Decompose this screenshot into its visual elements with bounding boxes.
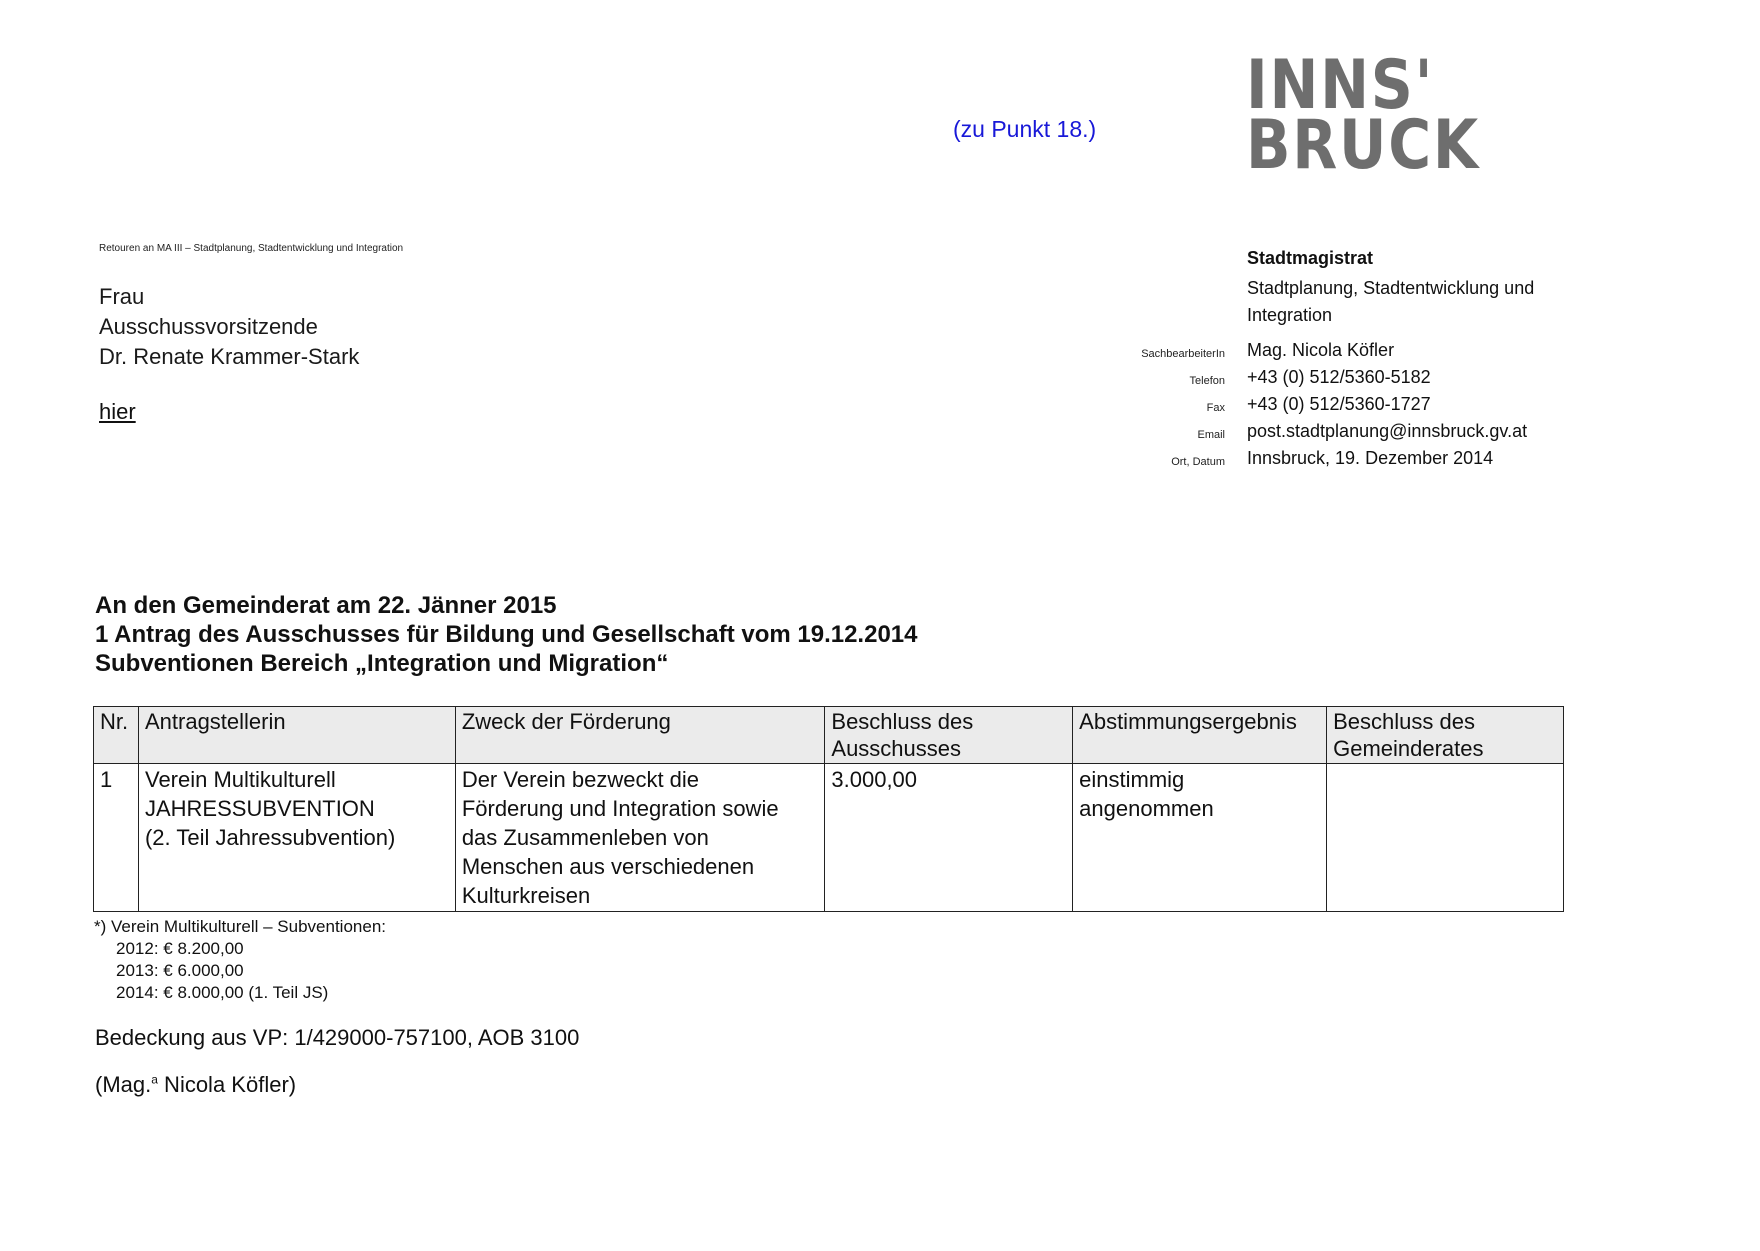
cell-amount: 3.000,00 [825,764,1073,912]
applicant-line: (2. Teil Jahressubvention) [144,825,396,850]
cell-vote [1073,764,1327,912]
cell-nr: 1 [94,764,139,912]
header-committee-line-1: Beschluss des [831,709,974,734]
header-council-line-1: Beschluss des [1333,709,1475,734]
header-council-line-2: Gemeinderates [1333,736,1484,761]
header-committee-decision [825,707,1073,764]
note-line: 2013: € 6.000,00 [116,961,244,980]
signature-sup: a [151,1072,158,1087]
vote-line: angenommen [1079,796,1214,821]
value-email: post.stadtplanung@innsbruck.gv.at [1247,421,1528,441]
label-place-date: Ort, Datum [1171,456,1225,468]
agenda-reference: (zu Punkt 18.) [953,116,1097,142]
purpose-line: Kulturkreisen [461,883,591,908]
purpose-line: das Zusammenleben von [461,825,709,850]
value-place-date: Innsbruck, 19. Dezember 2014 [1247,448,1494,468]
budget-coverage: Bedeckung aus VP: 1/429000-757100, AOB 3100 [95,1025,580,1050]
innsbruck-logo [1246,46,1480,185]
heading-subject: Subventionen Bereich „Integration und Migration“ [95,650,669,677]
note-title: *) Verein Multikulturell – Subventionen: [94,917,386,936]
header-committee-line-2: Ausschusses [831,736,962,761]
header-vote: Abstimmungsergebnis [1073,707,1327,764]
recipient-name: Dr. Renate Krammer-Stark [99,344,360,369]
header-nr: Nr. [94,707,139,764]
recipient-address [99,282,359,372]
logo-line-1: INNS' [1246,46,1435,125]
value-fax: +43 (0) 512/5360-1727 [1247,394,1431,414]
applicant-line: JAHRESSUBVENTION [144,796,375,821]
value-clerk: Mag. Nicola Köfler [1247,340,1395,360]
header-applicant: Antragstellerin [138,707,455,764]
return-address: Retouren an MA III – Stadtplanung, Stadtentwicklung und Integration [99,243,404,254]
header-purpose: Zweck der Förderung [455,707,825,764]
recipient-role: Ausschussvorsitzende [99,314,318,339]
label-fax: Fax [1206,402,1225,414]
label-email: Email [1197,429,1225,441]
purpose-line: Menschen aus verschiedenen [461,854,755,879]
recipient-salutation: Frau [99,284,145,309]
purpose-line: Förderung und Integration sowie [461,796,779,821]
recipient-location: hier [99,399,136,424]
header-council-decision [1327,707,1564,764]
cell-purpose [455,764,825,912]
logo-line-2: BRUCK [1246,106,1480,185]
table-header-row [94,707,1564,764]
subsidy-table [93,706,1564,912]
sender-org: Stadtmagistrat [1247,248,1374,268]
signature-name: Nicola Köfler) [157,1072,297,1097]
heading-motion: 1 Antrag des Ausschusses für Bildung und Gesellschaft vom 19.12.2014 [95,621,918,648]
applicant-line: Verein Multikulturell [144,767,336,792]
note-line: 2014: € 8.000,00 (1. Teil JS) [116,983,329,1002]
cell-council-decision [1327,764,1564,912]
label-clerk: SachbearbeiterIn [1141,348,1225,360]
signature [95,1072,296,1098]
subsidy-history-note [94,916,386,1004]
cell-applicant [138,764,455,912]
signature-prefix: (Mag. [95,1072,152,1097]
value-phone: +43 (0) 512/5360-5182 [1247,367,1431,387]
vote-line: einstimmig [1079,767,1185,792]
heading-council-date: An den Gemeinderat am 22. Jänner 2015 [95,592,557,619]
label-phone: Telefon [1189,375,1225,387]
note-line: 2012: € 8.200,00 [116,939,244,958]
table-row [94,764,1564,912]
purpose-line: Der Verein bezweckt die [461,767,700,792]
sender-department: Stadtplanung, Stadtentwicklung und Integration [1247,278,1535,325]
